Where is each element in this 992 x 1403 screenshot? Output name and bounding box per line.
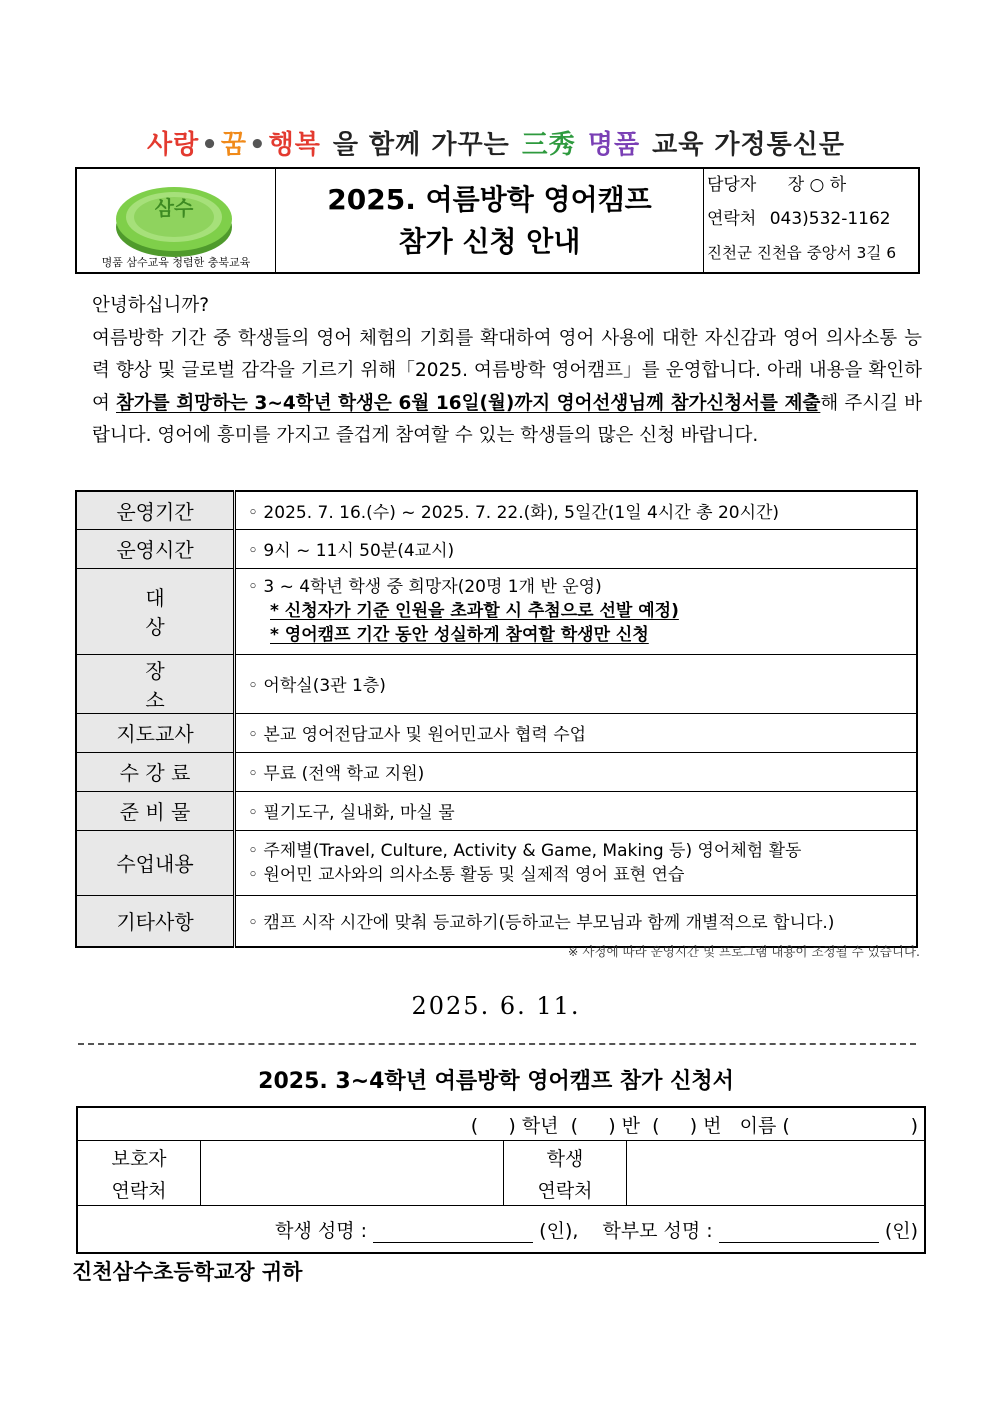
slogan-happiness: 행복 [268,130,321,160]
addressee: 진천삼수초등학교장 귀하 [72,1260,303,1284]
seal-2: (인) [884,1219,918,1242]
info-table [75,490,918,948]
fee-label: 수 강 료 [76,752,235,791]
teacher-label: 지도교사 [76,713,235,752]
slogan-love: 사랑 [146,130,200,160]
guardian-label-1: 보호자 [77,1141,201,1174]
contact-phone-label: 연락처 [707,209,757,229]
period-value: ◦ 2025. 7. 16.(수) ~ 2025. 7. 22.(화), 5일간(1일 4시간 총 20시간) [235,491,918,529]
guardian-contact-field[interactable] [201,1141,504,1206]
form-title: 2025. 3~4학년 여름방학 영어캠프 참가 신청서 [258,1069,734,1094]
prep-value: ◦ 필기도구, 실내화, 마실 물 [235,791,918,830]
slogan-samsu: 三秀 [521,130,576,160]
contact-person-label: 담당자 [707,175,757,195]
contact-phone-row [707,203,918,237]
adjustment-note: ※ 사정에 따라 운영시간 및 프로그램 내용이 조정될 수 있습니다. [567,944,920,959]
target-main: ◦ 3 ~ 4학년 학생 중 희망자(20명 1개 반 운영) [248,577,602,597]
table-row [76,791,917,830]
place-value: ◦ 어학실(3관 1층) [235,654,918,713]
slogan-dot: • [248,130,267,160]
contact-person-row [707,169,918,203]
slogan-dot: • [201,130,219,160]
student-sign-field[interactable] [373,1222,533,1243]
student-sign-label: 학생 성명 : [275,1219,368,1242]
slogan-end: 교육 가정통신문 [652,130,846,160]
contact-address: 진천군 진천읍 중앙서 3길 6 [707,244,897,262]
title-line-1: 2025. 여름방학 영어캠프 [327,182,652,216]
logo-caption: 명품 삼수교육 청렴한 충북교육 [101,256,251,269]
table-row [76,654,917,713]
table-row [77,1141,925,1174]
application-form [76,1106,926,1254]
intro-body-b: 해 주시길 바랍니다. 영어에 흥미를 가지고 즐겁게 참여할 수 있는 학생들의 많은 신청 바랍니다. [92,392,922,446]
target-note-1: * 신청자가 기준 인원을 초과할 시 추첨으로 선발 예정) [270,601,679,621]
target-label: 대 상 [76,568,235,654]
place-label: 장 소 [76,654,235,713]
signature-row [77,1206,925,1254]
table-row [77,1107,925,1141]
intro-body-a: 여름방학 기간 중 학생들의 영어 체험의 기회를 확대하여 영어 사용에 대한 자신감과 영어 의사소통 능력 향상 및 글로벌 감각을 기르기 위해「2025. 여름방학 영어캠프」를 운영합니다. 아래 내용을 확인하여 [92,327,922,414]
table-row [76,491,917,529]
target-value [235,568,918,654]
intro-body [72,323,922,453]
parent-sign-label: 학부모 성명 : [602,1219,713,1242]
seal-1: (인), [539,1219,579,1242]
slogan-banner [0,124,992,161]
svg-text:삼수: 삼수 [154,196,194,220]
title-line-2: 참가 신청 안내 [398,224,581,258]
time-value: ◦ 9시 ~ 11시 50분(4교시) [235,529,918,568]
student-info-row[interactable]: ( ) 학년 ( ) 반 ( ) 번 이름 ( ) [77,1107,925,1141]
cut-line [78,1043,916,1045]
contact-cell [703,169,918,272]
table-row [76,529,917,568]
guardian-label-2: 연락처 [77,1173,201,1206]
teacher-value: ◦ 본교 영어전담교사 및 원어민교사 협력 수업 [235,713,918,752]
prep-label: 준 비 물 [76,791,235,830]
slogan-dream: 꿈 [220,130,247,160]
content-label: 수업내용 [76,830,235,895]
intro-body-emphasis: 참가를 희망하는 3~4학년 학생은 6월 16일(월)까지 영어선생님께 참가신청서를 제출 [116,392,821,414]
issue-date: 2025. 6. 11. [411,992,581,1020]
table-row [76,830,917,895]
period-label: 운영기간 [76,491,235,529]
content-line-1: ◦ 주제별(Travel, Culture, Activity & Game, Making 등) 영어체험 활동 [248,840,802,861]
header-box [75,167,920,274]
fee-value: ◦ 무료 (전액 학교 지원) [235,752,918,791]
logo-cell [77,169,276,272]
school-logo-icon [111,175,237,261]
table-row [76,752,917,791]
table-row [76,713,917,752]
contact-phone: 043)532-1162 [769,209,891,229]
slogan-premium: 명품 [587,130,641,160]
content-value [235,830,918,895]
table-row [76,568,917,654]
contact-person: 장 ○ 하 [787,175,847,195]
parent-sign-field[interactable] [719,1222,879,1243]
time-label: 운영시간 [76,529,235,568]
target-note-2: * 영어캠프 기간 동안 성실하게 참여할 학생만 신청 [270,625,649,645]
greeting: 안녕하십니까? [92,295,210,316]
table-row [76,895,917,947]
table-row [77,1206,925,1254]
document-title [276,169,703,272]
etc-label: 기타사항 [76,895,235,947]
content-line-2: ◦ 원어민 교사와의 의사소통 활동 및 실제적 영어 표현 연습 [248,864,685,885]
student-contact-field[interactable] [627,1141,926,1206]
etc-value: ◦ 캠프 시작 시간에 맞춰 등교하기(등하교는 부모님과 함께 개별적으로 합니다.) [235,895,918,947]
slogan-middle: 을 함께 가꾸는 [332,130,510,160]
student-label-1: 학생 [504,1141,627,1174]
intro-text [72,290,922,453]
student-label-2: 연락처 [504,1173,627,1206]
